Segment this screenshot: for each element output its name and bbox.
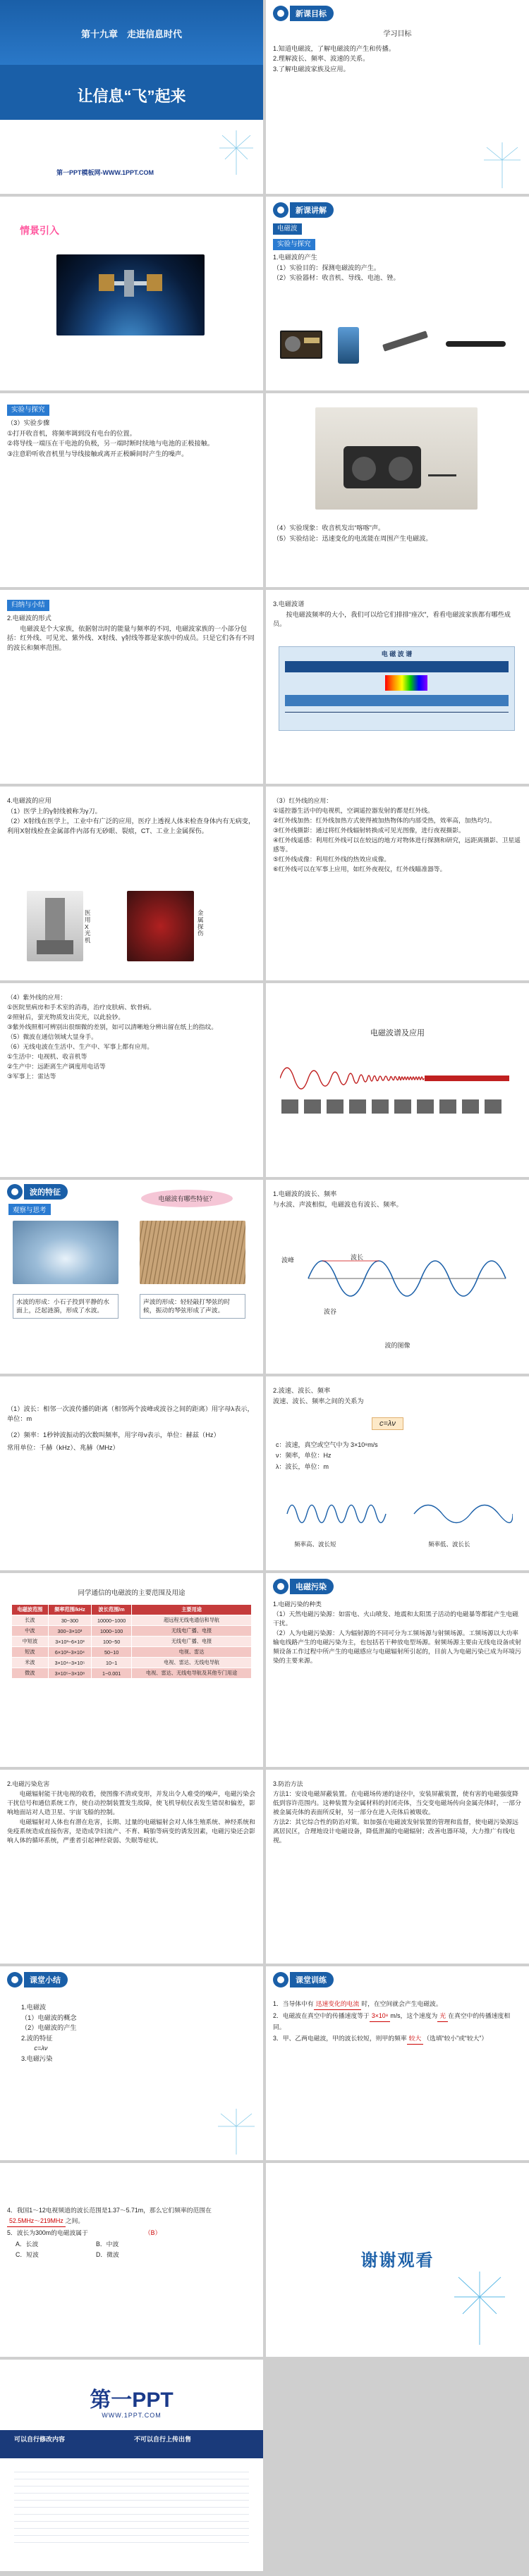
spectrum-wave-diagram: [280, 1050, 513, 1135]
right-heading: 不可以自行上传出售: [134, 2436, 192, 2443]
radio-experiment-photo: [315, 407, 478, 510]
slide-2-goals: [266, 0, 529, 194]
table-row: [12, 1658, 252, 1668]
text-line: 电磁波是个大家族，依据射出时的能量与频率的不同，电磁波家族的一小部分包括：红外线、可见光、紫外线、X射线、γ射线等都是家族中的成员。只是它们各有不同的波长和频率范围。: [7, 624, 255, 651]
table-cell: 100~50: [92, 1637, 132, 1647]
page-filler: [266, 2360, 529, 2571]
question-text: 时，在空间就会产生电磁波。: [361, 2000, 442, 2007]
slide-16-relation: [266, 1376, 529, 1570]
water-drop-photo: [13, 1221, 118, 1284]
em-wave-table: [11, 1604, 252, 1679]
table-row: [12, 1647, 252, 1658]
table-cell: 短波: [12, 1647, 49, 1658]
text-line: （3）实验步骤: [7, 419, 50, 427]
text-line: 3.防治方法: [273, 1780, 303, 1787]
text-line: 4.电磁波的应用: [7, 797, 51, 804]
header-label: 新课讲解: [290, 202, 334, 218]
text-line: （4）实验现象：收音机发出“喀喀”声。: [273, 524, 385, 531]
table-header-cell: 波长范围/m: [92, 1605, 132, 1615]
slide-24-thanks: [266, 2163, 529, 2357]
table-cell: 长波: [12, 1615, 49, 1626]
question-text: 3．甲、乙两电磁波，甲的波长较短，则甲的频率: [273, 2034, 407, 2042]
question-text: 之间。: [65, 2217, 85, 2224]
text-line: c：波速，真空或空气中为 3×10⁸m/s: [276, 1441, 378, 1448]
table-row: [12, 1637, 252, 1647]
experiment-tag: 实验与探究: [273, 239, 315, 250]
text-line: 与水波、声波相似，电磁波也有波长、频率。: [273, 1200, 403, 1208]
header-bullet-icon: [273, 1579, 288, 1594]
text-line: ②将导线一端压在干电池的负极，另一端时断时续地与电池的正极接触。: [7, 440, 214, 448]
text-line: ②照射后，萤光物质发出荧光，以此验钞。: [7, 1013, 125, 1021]
slide-22-exercises: [266, 1966, 529, 2160]
slide-14-wavelength: [266, 1180, 529, 1374]
wave-caption: 波的图像: [384, 1342, 411, 1349]
header-label: 新课目标: [290, 6, 334, 21]
slide-header: [273, 6, 334, 21]
slide-18-pollution: [266, 1573, 529, 1767]
brand-logo: 第一PPT: [90, 2389, 174, 2412]
question-text: 5．波长为300m的电磁波属于: [7, 2229, 88, 2236]
table-header-row: [12, 1605, 252, 1615]
text-line: 1.电磁波的波长、频率: [273, 1190, 337, 1197]
xray-machine-photo: [27, 891, 83, 961]
formula-line: c=λν: [34, 2045, 48, 2052]
text-line: ν：频率，单位：Hz: [276, 1452, 332, 1460]
table-cell: 10000~1000: [92, 1615, 132, 1626]
text-line: 1.电磁波: [21, 2004, 47, 2011]
slide-12-spectrum-uses: [266, 983, 529, 1177]
text-line: 1.电磁波的产生: [273, 254, 317, 261]
goals-subtitle: 学习目标: [383, 30, 412, 38]
option-c: C．短波: [16, 2250, 39, 2258]
summary-tag: 归纳与小结: [7, 600, 49, 611]
text-line: 波速、波长、频率之间的关系为: [273, 1397, 364, 1405]
slide-5-steps: [0, 393, 263, 587]
low-freq-label: 频率低、波长长: [428, 1541, 470, 1548]
slide-7-forms: [0, 590, 263, 784]
question-1: [273, 1999, 522, 2010]
text-line: （4）紫外线的应用：: [7, 994, 67, 1001]
question-text: （选填“较小”或“较大”）: [423, 2034, 488, 2042]
goal-item: 3.了解电磁波家族及应用。: [273, 66, 350, 73]
table-cell: 1~0.001: [92, 1668, 132, 1679]
text-line: ③紫外线照相可辨别出很细微的差别，如可以清晰地分辨出留在纸上的指纹。: [7, 1023, 218, 1031]
question-text: 在真空中的传播速度相同。: [273, 2011, 511, 2030]
water-wave-note: 水波的形成：小石子投到平静的水面上，泛起涟漪，形成了水波。: [13, 1294, 118, 1319]
text-line: 2.电磁污染危害: [7, 1780, 50, 1787]
cover-footer: 第一PPT模板网-WWW.1PPT.COM: [56, 169, 154, 176]
question-bubble: 电磁波有哪些特征？: [141, 1190, 233, 1207]
wavelength-label: 波长: [351, 1254, 364, 1261]
text-line: 方法2：其它综合性的防治对策。如加强在电磁波发射装置的管理和监督，使电磁污染源远离居民区，合理地设计电磁设备，降低泄漏的电磁辐射；改善电器环境，大力推广有线电视。: [273, 1818, 518, 1844]
slide-header: [7, 1972, 68, 1988]
slide-10-infrared: [266, 787, 529, 980]
question-2: [273, 2011, 522, 2033]
table-cell: 电视、雷达、无线电导航及其他专门用途: [132, 1668, 252, 1679]
slide-3-intro: [0, 197, 263, 390]
text-line: ③红外线摄影：通过将红外线辐射转换成可见光图像，进行夜视摄影。: [273, 827, 465, 834]
slide-1-cover: [0, 0, 263, 194]
table-row: [12, 1615, 252, 1626]
table-cell: 米波: [12, 1658, 49, 1668]
crest-label: 波峰: [281, 1257, 295, 1264]
slide-20-prevention: [266, 1770, 529, 1964]
answer-blank: 3×10⁸: [370, 2011, 391, 2022]
table-cell: 300~3×10³: [48, 1626, 91, 1637]
header-label: 波的特征: [24, 1184, 68, 1200]
table-cell: 30~300: [48, 1615, 91, 1626]
dandelion-decoration: [451, 2269, 508, 2346]
text-line: 2.波的特征: [21, 2034, 53, 2042]
table-cell: 6×10³~3×10⁴: [48, 1647, 91, 1658]
slide-15-definitions: [0, 1376, 263, 1570]
text-line: ③注意聆听收音机里与导线接触或离开正极瞬间时产生的噪声。: [7, 450, 188, 457]
table-header-cell: 主要用途: [132, 1605, 252, 1615]
question-5: [7, 2228, 256, 2238]
table-cell: 无线电广播、电报: [132, 1637, 252, 1647]
text-line: 方法1：安设电磁屏蔽装置。在电磁场传递的途径中，安装屏蔽装置，使有害的电磁强度降低到容许范围内。这种装置为金属材料的封闭壳体，当交变电磁场传向金属壳体时，一部分被金属壳体的表面所反射，另一部分在进入壳体后被吸收。: [273, 1790, 521, 1816]
header-bullet-icon: [273, 6, 288, 21]
intro-title-text: 情景引入: [20, 225, 59, 236]
text-line: （1）电磁波的概念: [21, 2014, 77, 2021]
text-line: 电磁辐射能干扰电视的收看，使图像不清或变形，并发出令人难受的噪声，电磁污染会干扰信号和通信系统工作，使自动控制装置发生故障，使飞机导航仪表发生错误和偏差，影响地面站对人造卫星、宇宙飞船的控制。: [7, 1790, 255, 1816]
spectrum-title: 电 磁 波 谱: [381, 651, 413, 658]
table-cell: 3×10⁴~3×10⁵: [48, 1658, 91, 1668]
intro-title: [20, 223, 59, 238]
text-line: （2）频率：1秒钟波振动的次数叫频率，用字母ν表示，单位：赫兹（Hz）: [7, 1431, 220, 1439]
table-title: 同学通信的电磁波的主要范围及用途: [78, 1589, 186, 1597]
text-line: ⑥红外线可以在军事上应用，如红外夜视仪，红外线瞄准器等。: [273, 865, 446, 873]
text-line: ①生活中：电视机、收音机等: [7, 1053, 87, 1061]
table-cell: 中短波: [12, 1637, 49, 1647]
left-heading: 可以自行修改内容: [14, 2436, 66, 2443]
text-line: （5）微波在通信领域大显身手。: [7, 1033, 98, 1041]
flaw-label: 金属探伤: [197, 909, 204, 937]
text-line: ②红外线加热：红外线加热方式使得被加热物体的内部受热，效率高，加热均匀。: [273, 817, 496, 825]
answer-choice: （B）: [144, 2229, 162, 2236]
text-line: 电磁辐射对人体也有潜在危害，长期、过量的电磁辐射会对人体生殖系统、神经系统和免疫系统造成直接伤害，是造成孕妇流产、不育、畸胎等病变的诱发因素，电磁污染还会影响人体的循环系统，严重者引起神经衰弱、失眠等症状。: [7, 1818, 255, 1844]
spectrum-rainbow: [385, 675, 427, 691]
text-line: ①遥控器生活中的电视机，空调遥控器发射的都是红外线。: [273, 807, 434, 815]
text-line: （5）实验结论：迅速变化的电流能在周围产生电磁波。: [273, 534, 432, 542]
question-text: 2．电磁波在真空中的传播速度等于: [273, 2011, 370, 2019]
table-cell: 10~1: [92, 1658, 132, 1668]
slide-header: [7, 1184, 68, 1200]
brand-site: WWW.1PPT.COM: [102, 2412, 162, 2419]
text-line: 常用单位：千赫（kHz）、兆赫（MHz）: [7, 1443, 119, 1451]
text-line: ①打开收音机，将频率调到没有电台的位置。: [7, 429, 136, 437]
dandelion-decoration: [481, 140, 523, 190]
experiment-tag: 实验与探究: [7, 405, 49, 416]
xray-label: 医用X光机: [85, 909, 91, 944]
thanks-title: 谢谢观看: [360, 2251, 434, 2270]
text-line: （1）天然电磁污染源：如雷电、火山喷发、地震和太阳黑子活动的电磁暴等都能产生电磁干扰。: [273, 1610, 518, 1627]
observe-tag: 观察与思考: [8, 1204, 51, 1215]
text-line: （1）医学上的γ射线被称为γ刀。: [7, 807, 102, 815]
answer-blank: 光: [437, 2011, 448, 2022]
answer-blank: 较大: [407, 2033, 424, 2045]
dandelion-decoration: [215, 127, 257, 176]
text-line: 1.电磁污染的种类: [273, 1601, 322, 1608]
text-line: （2）电磁波的产生: [21, 2024, 77, 2032]
goal-item: 2.理解波长、频率、波速的关系。: [273, 55, 370, 63]
slide-6-result: [266, 393, 529, 587]
slide-header: [273, 1579, 334, 1594]
header-bullet-icon: [273, 1972, 288, 1988]
table-row: [12, 1668, 252, 1679]
table-cell: 电视、雷达、无线电导航: [132, 1658, 252, 1668]
header-bullet-icon: [7, 1972, 23, 1988]
text-line: （2）实验器材：收音机、导线、电池、锉。: [273, 274, 400, 282]
header-label: 电磁污染: [290, 1579, 334, 1594]
text-line: （1）实验目的：探测电磁波的产生。: [273, 264, 381, 271]
question-4: [7, 2205, 256, 2227]
table-cell: 50~10: [92, 1647, 132, 1658]
table-header-cell: 频率范围/kHz: [48, 1605, 91, 1615]
table-cell: 1000~100: [92, 1626, 132, 1637]
text-line: 2.波速、波长、频率: [273, 1387, 331, 1394]
text-line: （2）X射线在医学上，工业中有广泛的应用，医疗上透视人体来检查身体内有无病变，利用X射线检查金属部件内部有无砂眼、裂痕，CT、工业上金属探伤。: [7, 818, 255, 834]
slide-23-exercises: [0, 2163, 263, 2357]
spectrum-diagram: [279, 646, 515, 731]
slide-4-experiment: [266, 197, 529, 390]
text-line: （6）无线电波在生活中、生产中、军事上都有应用。: [7, 1043, 154, 1051]
question-text: 4．我国1～12电视频道的波长范围是1.37～5.71m，那么它们频率的范围在: [7, 2207, 212, 2214]
table-cell: 3×10³~6×10³: [48, 1637, 91, 1647]
slide-13-wave-features: [0, 1180, 263, 1374]
table-cell: 微波: [12, 1668, 49, 1679]
high-freq-label: 频率高、波长短: [294, 1541, 336, 1548]
text-line: 2.电磁波的形式: [7, 615, 51, 622]
question-3: [273, 2033, 522, 2045]
header-label: 课堂训练: [290, 1972, 334, 1988]
text-line: 3.电磁波谱: [273, 600, 305, 608]
text-line: ②生产中：远距离生产调度用电话等: [7, 1063, 106, 1071]
slide-19-harm: [0, 1770, 263, 1964]
trough-label: 波谷: [324, 1308, 337, 1315]
text-line: 3.电磁污染: [21, 2055, 53, 2063]
answer-blank: 迅速变化的电流: [314, 1999, 362, 2010]
spectrum-bar-bottom: [285, 695, 509, 706]
option-a: A．长波: [16, 2240, 39, 2248]
goal-item: 1.知道电磁波，了解电磁波的产生和传播。: [273, 44, 396, 52]
header-bullet-icon: [7, 1184, 23, 1200]
cover-title: 让信息“飞”起来: [77, 87, 186, 105]
wave-graph: [280, 1229, 513, 1328]
sound-wave-note: 声波的形成：轻轻敲打琴弦的时候，振动的琴弦形成了声波。: [140, 1294, 245, 1319]
metal-flaw-photo: [127, 891, 194, 961]
slide-21-summary: [0, 1966, 263, 2160]
slide-17-table: [0, 1573, 263, 1767]
formula-box: c=λν: [372, 1417, 403, 1430]
text-line: ①医院里病房和手术室的消毒，治疗皮肤病、软骨病。: [7, 1004, 156, 1011]
table-cell: 中波: [12, 1626, 49, 1637]
spectrum-bar-top: [285, 661, 509, 672]
table-header-cell: 电磁波范围: [12, 1605, 49, 1615]
battery-image: [338, 327, 359, 364]
option-d: D．微波: [96, 2250, 119, 2258]
option-b: B．中波: [96, 2240, 119, 2248]
spectrum-uses-title: 电磁波谱及应用: [370, 1029, 425, 1037]
wave-comparison: [280, 1493, 513, 1535]
slide-9-applications: [0, 787, 263, 980]
table-row: [12, 1626, 252, 1637]
slide-25-brand: [0, 2360, 263, 2571]
text-line: 按电磁波频率的大小，我们可以给它们排排“座次”，看看电磁波家族都有哪些成员。: [273, 610, 511, 628]
header-bullet-icon: [273, 202, 288, 218]
text-line: （2）人为电磁污染源：人为辐射源的不同可分为工频场源与射频场源。工频场源以大功率输电线路产生的电磁污染为主，也包括若干种放电型场源。射频场源主要由无线电设备或射频设备工作过程中所产生的电磁感应与电磁辐射所引起的，目前人为电磁污染已成为环境污染的主要来源。: [273, 1629, 521, 1665]
cover-chapter: 第十九章 走进信息时代: [80, 29, 182, 39]
spectrum-scale: [285, 712, 509, 713]
header-label: 课堂小结: [24, 1972, 68, 1988]
slide-header: [273, 202, 334, 218]
question-text: m/s，这个速度为: [390, 2011, 438, 2019]
piano-strings-photo: [140, 1221, 245, 1284]
text-line: ③军事上：雷达等: [7, 1073, 56, 1080]
text-line: （1）波长：相邻一次波传播的距离（相邻两个波峰或波谷之间的距离）用字母λ表示，单位：m: [7, 1405, 254, 1422]
wire-image: [446, 341, 506, 347]
slide-11-uv: [0, 983, 263, 1177]
link-list: [14, 2465, 249, 2543]
answer-blank: 52.5MHz～219MHz: [7, 2216, 66, 2227]
dandelion-decoration: [215, 2107, 257, 2156]
table-cell: 3×10⁵~3×10⁸: [48, 1668, 91, 1679]
radio-image: [280, 331, 322, 359]
table-cell: 无线电广播、电报: [132, 1626, 252, 1637]
section-tag: 电磁波: [273, 223, 302, 235]
text-line: ⑤红外线成像：利用红外线的热效应成像。: [273, 856, 391, 863]
text-line: λ：波长，单位：m: [276, 1462, 329, 1470]
question-text: 1．当导体中有: [273, 2000, 314, 2007]
slide-header: [273, 1972, 334, 1988]
text-line: （3）红外线的应用：: [273, 797, 333, 804]
text-line: ④红外线遥感：利用红外线可以在较远的地方对物体进行探测和研究，远距离摄影、卫星遥感等。: [273, 837, 521, 853]
table-cell: 超远程无线电通信和导航: [132, 1615, 252, 1626]
space-station-photo: [56, 254, 205, 335]
slide-8-spectrum: [266, 590, 529, 784]
table-cell: 电视、雷达: [132, 1647, 252, 1658]
